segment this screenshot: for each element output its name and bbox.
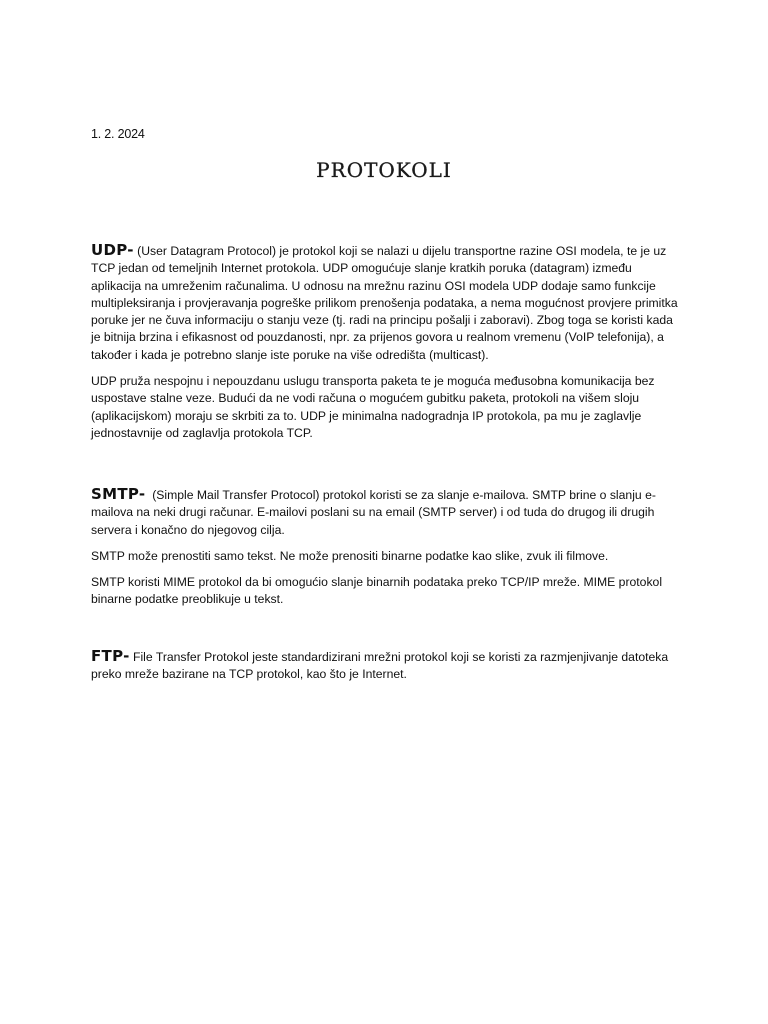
- smtp-paragraph-1: [91, 486, 681, 539]
- udp-paragraph-1: [91, 242, 681, 364]
- ftp-paragraph-1: [91, 648, 681, 684]
- smtp-paragraph-2: SMTP može prenostiti samo tekst. Ne može prenositi binarne podatke kao slike, zvuk ili filmove.: [91, 548, 609, 563]
- udp-paragraph-1-text: (User Datagram Protocol) je protokol koji se nalazi u dijelu transportne razine OSI modela, te je uz TCP jedan od temeljnih Internet protokola. UDP omogućuje slanje kratkih poruka (datagram) između aplikacija na umreženim računalima. U odnosu na mrežnu razinu OSI modela UDP dodaje samo funkcije multipleksiranja i provjeravanja pogreške prilikom prenošenja podataka, a nema mogućnost provjere primitka poruke jer ne čuva informaciju o stanju veze (tj. radi na principu pošalji i zaboravi). Zbog toga se koristi kada je bitnija brzina i efikasnost od pouzdanosti, npr. za prijenos govora u realnom vremenu (VoIP telefonija), a također i kada je potrebno slanje iste poruke na više odredišta (multicast).: [91, 244, 678, 362]
- ftp-term: FTP-: [91, 647, 130, 665]
- section-ftp: [91, 648, 681, 684]
- udp-paragraph-2: UDP pruža nespojnu i nepouzdanu uslugu transporta paketa te je moguća međusobna komunikacija bez uspostave stalne veze. Budući da ne vodi računa o mogućem gubitku paketa, protokoli na višem sloju (aplikacijskom) moraju se skrbiti za to. UDP je minimalna nadogradnja IP protokola, pa mu je zaglavlje jednostavnije od zaglavlja protokola TCP.: [91, 374, 655, 440]
- section-smtp: [91, 486, 681, 609]
- ftp-paragraph-1-text: File Transfer Protokol jeste standardizirani mrežni protokol koji se koristi za razmjenjivanje datoteka preko mreže bazirane na TCP protokol, kao što je Internet.: [91, 650, 669, 682]
- document-date: 1. 2. 2024: [91, 127, 145, 141]
- section-udp: [91, 242, 681, 442]
- document-title: PROTOKOLI: [316, 158, 452, 182]
- smtp-paragraph-1-text: (Simple Mail Transfer Protocol) protokol koristi se za slanje e-mailova. SMTP brine o slanju e-mailova na neki drugi računar. E-mailovi poslani su na email (SMTP server) i od tuda do drugog ili drugih servera i konačno do njegovog cilja.: [91, 488, 658, 537]
- smtp-term: SMTP-: [91, 485, 146, 503]
- smtp-paragraph-3: SMTP koristi MIME protokol da bi omogućio slanje binarnih podataka preko TCP/IP mreže. MIME protokol binarne podatke preoblikuje u tekst.: [91, 575, 663, 607]
- udp-term: UDP-: [91, 241, 134, 259]
